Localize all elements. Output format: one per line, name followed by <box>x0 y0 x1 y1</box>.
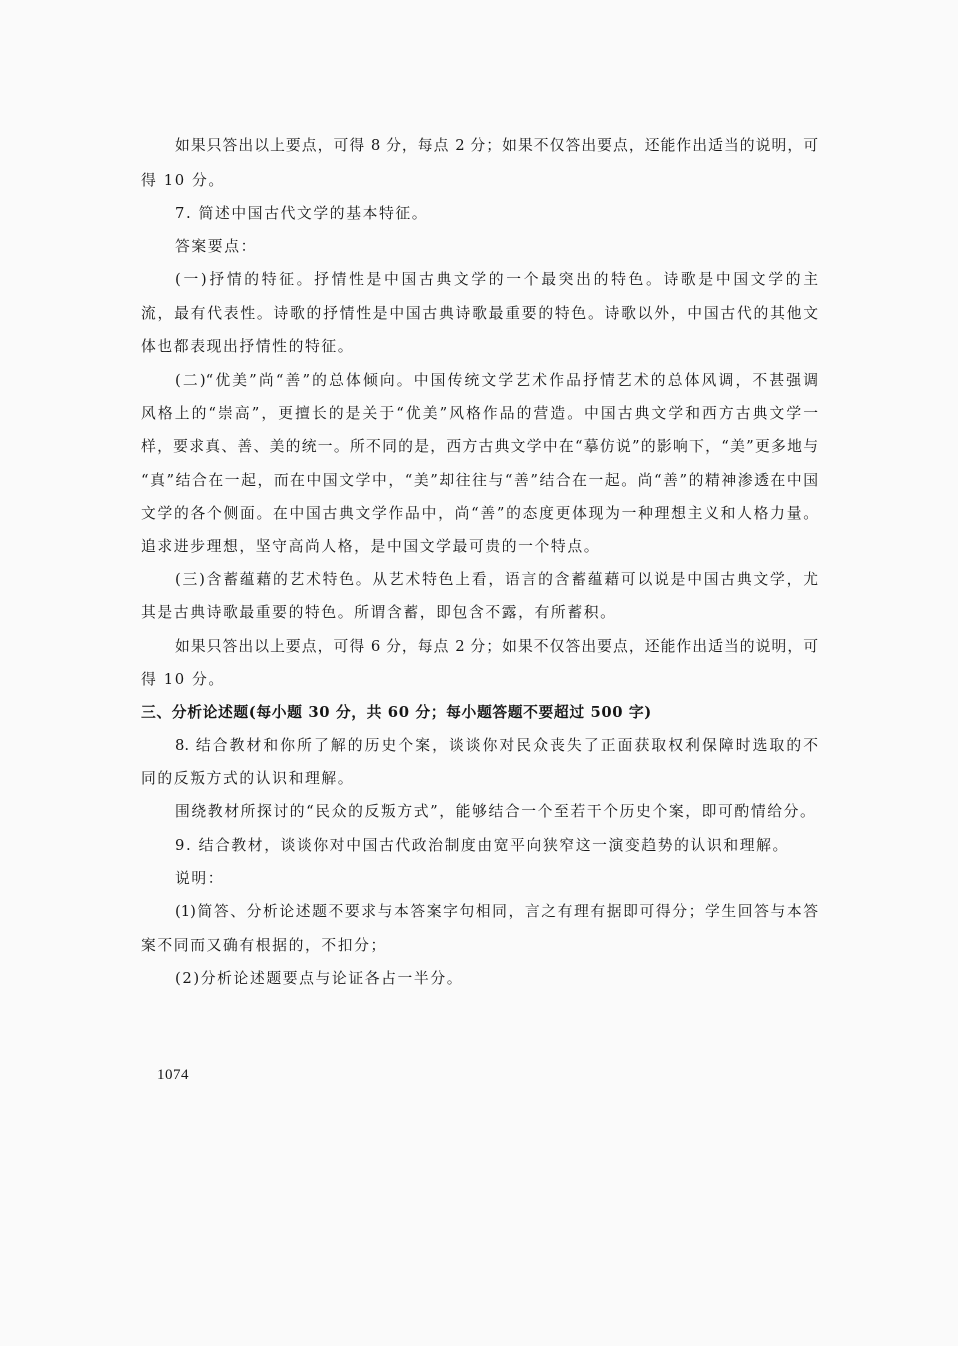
q7-point1-line-2: 流，最有代表性。诗歌的抒情性是中国古典诗歌最重要的特色。诗歌以外，中国古代的其他文 <box>141 305 818 322</box>
q7-title: 7. 简述中国古代文学的基本特征。 <box>175 205 429 222</box>
q7-point2-line-2: 风格上的“崇高”，更擅长的是关于“优美”风格作品的营造。中国古典文学和西方古典文学一 <box>141 405 818 422</box>
q7-point3-line-1: (三)含蓄蕴藉的艺术特色。从艺术特色上看，语言的含蓄蕴藉可以说是中国古典文学，尤 <box>175 571 818 588</box>
q8-answer: 围绕教材所探讨的“民众的反叛方式”，能够结合一个至若干个历史个案，即可酌情给分。 <box>175 803 817 820</box>
notes-label: 说明： <box>175 870 225 887</box>
q7-point1-line-3: 体也都表现出抒情性的特征。 <box>141 338 355 355</box>
note-1-line-2: 案不同而又确有根据的，不扣分； <box>141 937 387 954</box>
q7-point2-line-3: 样，要求真、善、美的统一。所不同的是，西方古典文学中在“摹仿说”的影响下，“美”更多地与 <box>141 438 818 455</box>
page-number: 1074 <box>157 1067 189 1083</box>
note-1-line-1: (1)简答、分析论述题不要求与本答案字句相同，言之有理有据即可得分；学生回答与本答 <box>175 903 818 920</box>
q7-point2-line-4: “真”结合在一起，而在中国文学中，“美”却往往与“善”结合在一起。尚“善”的精神渗透在中国 <box>141 472 818 489</box>
q7-scoring-line-1: 如果只答出以上要点，可得 6 分，每点 2 分；如果不仅答出要点，还能作出适当的说明，可 <box>175 638 818 655</box>
q7-point2-line-6: 追求进步理想，坚守高尚人格，是中国文学最可贵的一个特点。 <box>141 538 601 555</box>
q7-scoring-line-2: 得 10 分。 <box>141 671 225 688</box>
q9-title: 9. 结合教材，谈谈你对中国古代政治制度由宽平向狭窄这一演变趋势的认识和理解。 <box>175 837 789 854</box>
q8-title-line-1: 8. 结合教材和你所了解的历史个案，谈谈你对民众丧失了正面获取权利保障时选取的不 <box>175 737 818 754</box>
section-3-heading: 三、分析论述题(每小题 30 分，共 60 分；每小题答题不要超过 500 字) <box>141 704 652 721</box>
note-2: (2)分析论述题要点与论证各占一半分。 <box>175 970 464 987</box>
q7-point2-line-1: (二)“优美”尚“善”的总体倾向。中国传统文学艺术作品抒情艺术的总体风调，不甚强调 <box>175 372 818 389</box>
q8-title-line-2: 同的反叛方式的认识和理解。 <box>141 770 355 787</box>
q7-point1-line-1: (一)抒情的特征。抒情性是中国古典文学的一个最突出的特色。诗歌是中国文学的主 <box>175 271 818 288</box>
q6-scoring-line-2: 得 10 分。 <box>141 172 225 189</box>
q7-point3-line-2: 其是古典诗歌最重要的特色。所谓含蓄，即包含不露，有所蓄积。 <box>141 604 617 621</box>
q6-scoring-line-1: 如果只答出以上要点，可得 8 分，每点 2 分；如果不仅答出要点，还能作出适当的说明，可 <box>175 137 818 154</box>
q7-point2-line-5: 文学的各个侧面。在中国古典文学作品中，尚“善”的态度更体现为一种理想主义和人格力量。 <box>141 505 818 522</box>
q7-answer-label: 答案要点： <box>175 238 257 255</box>
